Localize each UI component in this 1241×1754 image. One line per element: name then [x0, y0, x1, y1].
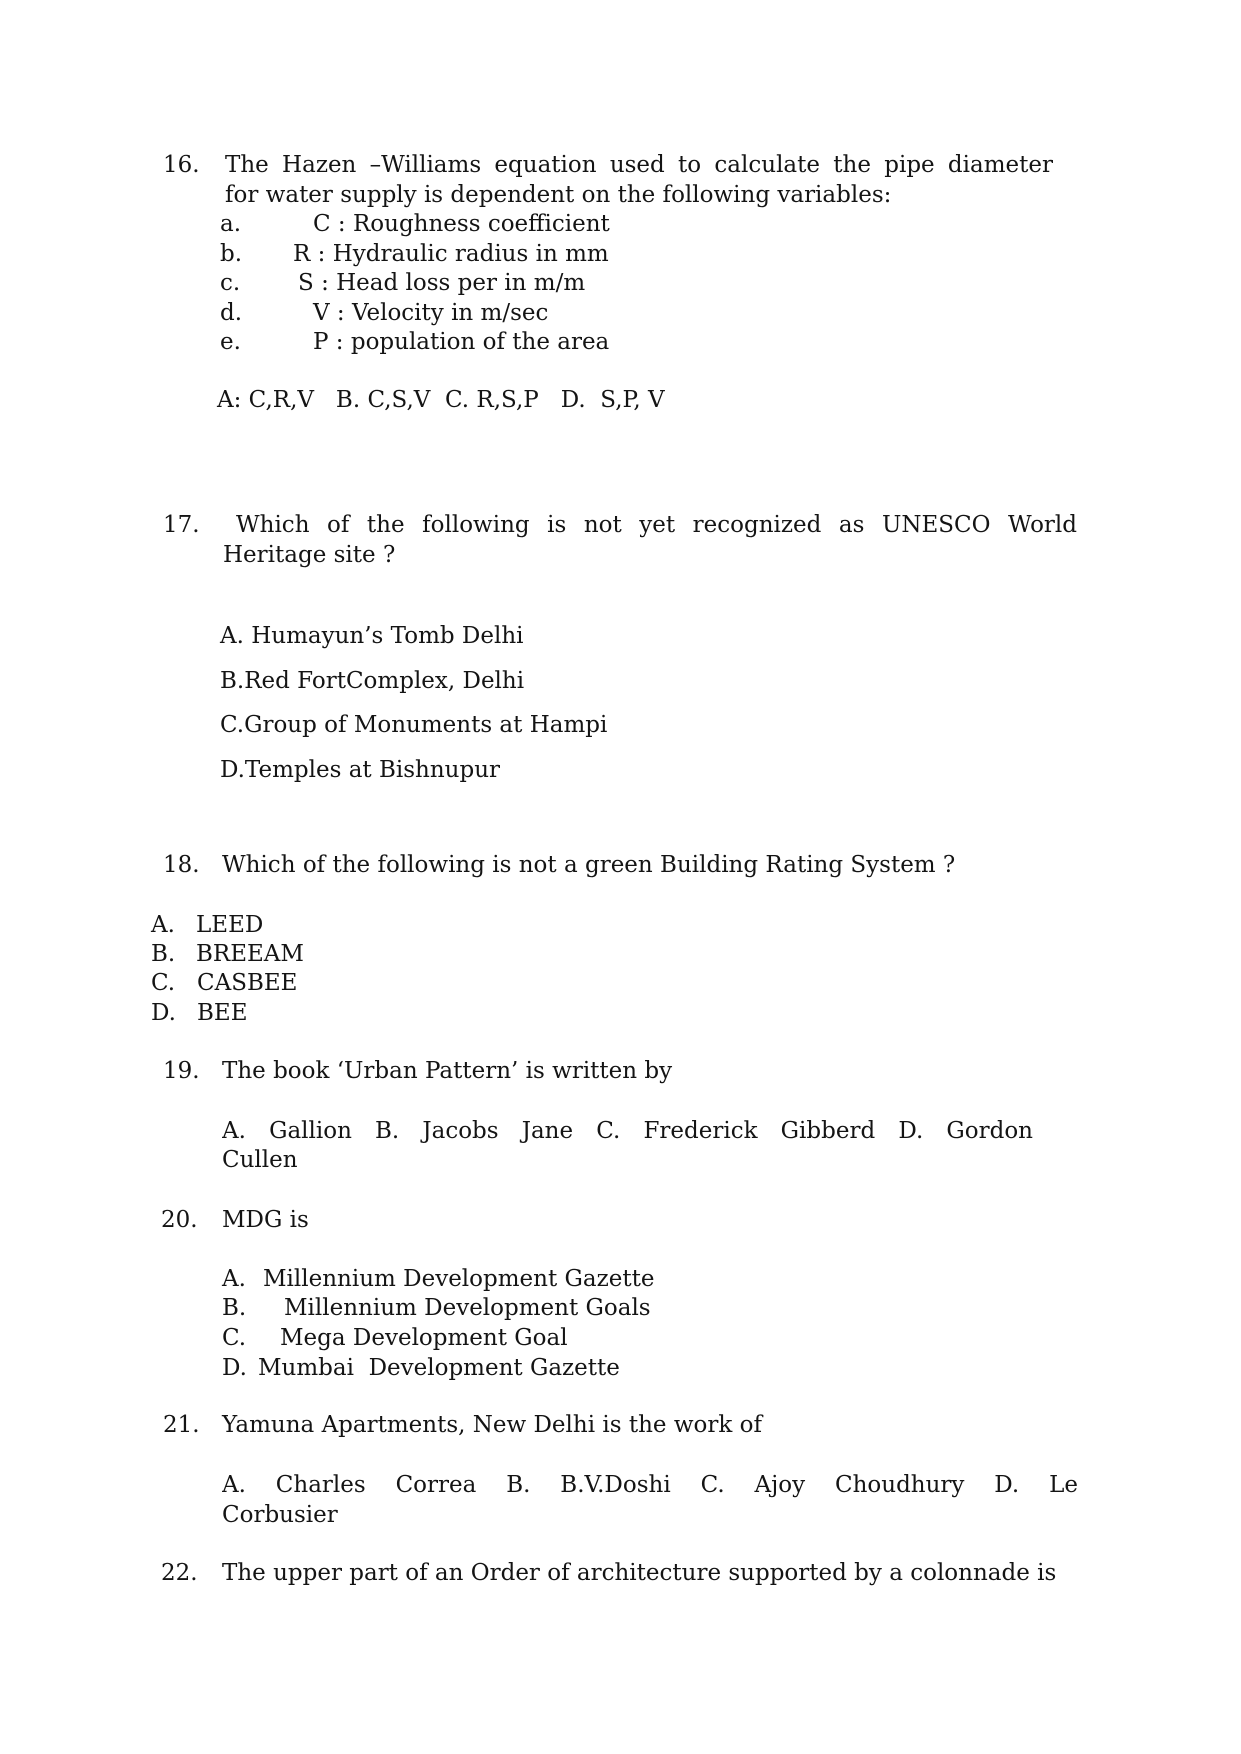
question-stem-line: The book ‘Urban Pattern’ is written by — [222, 1058, 673, 1084]
option-a: A. Humayun’s Tomb Delhi — [220, 623, 524, 649]
question-number: 21. — [163, 1412, 200, 1438]
option-text: Millennium Development Gazette — [263, 1266, 655, 1292]
question-stem-line: The Hazen –Williams equation used to calculate the pipe diameter — [225, 152, 1053, 178]
option-d: D.Temples at Bishnupur — [220, 757, 501, 783]
option-b: B.Red FortComplex, Delhi — [220, 668, 525, 694]
option-label: C. — [222, 1325, 247, 1351]
question-stem-line: Heritage site ? — [223, 542, 396, 568]
option-label: D. — [151, 1000, 176, 1026]
option-text: BEE — [197, 1000, 248, 1026]
options-line: A. Charles Correa B. B.V.Doshi C. Ajoy Choudhury D. Le — [222, 1472, 1078, 1498]
question-stem-line: MDG is — [222, 1207, 309, 1233]
option-label: C. — [151, 970, 176, 996]
option-label: A. — [151, 912, 175, 938]
option-text: LEED — [196, 912, 264, 938]
question-stem-line: for water supply is dependent on the following variables: — [225, 182, 892, 208]
item-text: P : population of the area — [313, 329, 610, 355]
options-line: Cullen — [222, 1147, 298, 1173]
item-label: c. — [220, 270, 241, 296]
option-text: Mumbai Development Gazette — [258, 1355, 620, 1381]
item-text: C : Roughness coefficient — [313, 211, 610, 237]
question-number: 18. — [163, 852, 200, 878]
question-stem-line: Which of the following is not a green Building Rating System ? — [222, 852, 956, 878]
question-number: 16. — [163, 152, 200, 178]
option-label: A. — [222, 1266, 246, 1292]
question-number: 19. — [163, 1058, 200, 1084]
option-c: C.Group of Monuments at Hampi — [220, 712, 608, 738]
item-text: S : Head loss per in m/m — [298, 270, 586, 296]
question-stem-line: Which of the following is not yet recognized as UNESCO World — [236, 512, 1077, 538]
options-line: A. Gallion B. Jacobs Jane C. Frederick Gibberd D. Gordon — [222, 1118, 1033, 1144]
question-number: 20. — [161, 1207, 198, 1233]
item-label: b. — [220, 241, 243, 267]
question-number: 17. — [163, 512, 200, 538]
question-stem-line: The upper part of an Order of architecture supported by a colonnade is — [222, 1560, 1057, 1586]
item-label: e. — [220, 329, 241, 355]
option-text: Millennium Development Goals — [284, 1295, 651, 1321]
option-text: Mega Development Goal — [280, 1325, 568, 1351]
option-label: D. — [222, 1355, 247, 1381]
option-text: CASBEE — [197, 970, 298, 996]
option-text: BREEAM — [196, 941, 304, 967]
option-label: B. — [151, 941, 176, 967]
question-stem-line: Yamuna Apartments, New Delhi is the work of — [222, 1412, 762, 1438]
question-number: 22. — [161, 1560, 198, 1586]
item-label: d. — [220, 300, 243, 326]
item-text: R : Hydraulic radius in mm — [293, 241, 609, 267]
item-label: a. — [220, 211, 242, 237]
item-text: V : Velocity in m/sec — [313, 300, 549, 326]
options-line: Corbusier — [222, 1502, 338, 1528]
answer-options-line: A: C,R,V B. C,S,V C. R,S,P D. S,P, V — [217, 387, 665, 413]
option-label: B. — [222, 1295, 247, 1321]
